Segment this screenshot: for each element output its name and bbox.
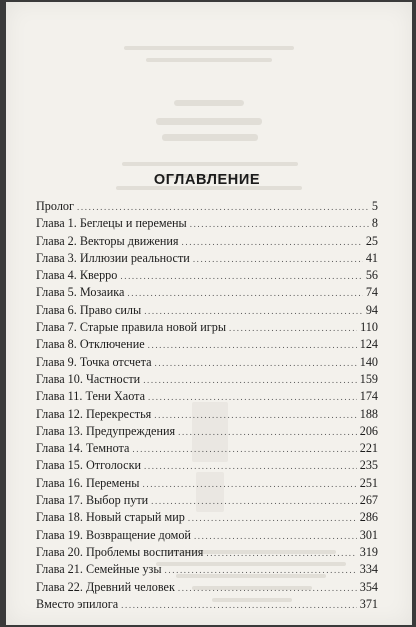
toc-leader-dots — [77, 202, 369, 212]
toc-leader-dots — [178, 583, 357, 593]
toc-leader-dots — [194, 531, 357, 541]
toc-entry-label: Глава 22. Древний человек — [36, 579, 175, 594]
toc-entry-page: 206 — [359, 423, 378, 438]
toc-entry-label: Глава 2. Векторы движения — [36, 233, 179, 248]
toc-leader-dots — [121, 600, 357, 610]
toc-entry-page: 188 — [359, 406, 378, 421]
toc-entry-page: 235 — [359, 458, 378, 473]
toc-leader-dots — [193, 254, 363, 264]
toc-title: ОГЛАВЛЕНИЕ — [153, 172, 261, 188]
toc-entry — [36, 216, 378, 233]
toc-entry-label: Глава 14. Темнота — [36, 441, 130, 456]
toc-entry-page: 286 — [359, 510, 378, 525]
toc-entry — [36, 285, 378, 302]
toc-entry — [36, 389, 378, 406]
toc-entry-page: 140 — [359, 354, 378, 369]
table-of-contents — [36, 170, 378, 614]
toc-entry — [36, 562, 378, 579]
toc-entry — [36, 199, 378, 216]
toc-entry-page: 174 — [359, 389, 378, 404]
toc-entry — [36, 320, 378, 337]
toc-entry-label: Глава 3. Иллюзии реальности — [36, 250, 190, 265]
toc-entry — [36, 234, 378, 251]
toc-leader-dots — [144, 306, 363, 316]
toc-entry-label: Глава 12. Перекрестья — [36, 406, 152, 421]
toc-entry-page: 251 — [359, 475, 378, 490]
toc-entry — [36, 303, 378, 320]
toc-entry-label: Глава 13. Предупреждения — [36, 423, 176, 438]
toc-entry — [36, 355, 378, 372]
book-page — [6, 2, 412, 625]
toc-leader-dots — [144, 461, 357, 471]
toc-entry-label: Глава 7. Старые правила новой игры — [36, 320, 227, 335]
toc-entry-page: 94 — [365, 302, 378, 317]
toc-entry-page: 354 — [359, 579, 378, 594]
toc-leader-dots — [165, 565, 357, 575]
toc-entry-page: 124 — [359, 337, 378, 352]
toc-entry-label: Глава 5. Мозаика — [36, 285, 125, 300]
toc-entry-page: 56 — [365, 268, 378, 283]
toc-entry — [36, 476, 378, 493]
toc-entry — [36, 268, 378, 285]
toc-entry-label: Глава 9. Точка отсчета — [36, 354, 152, 369]
toc-entry — [36, 441, 378, 458]
toc-entry-page: 74 — [365, 285, 378, 300]
toc-entry-label: Глава 20. Проблемы воспитания — [36, 544, 204, 559]
toc-entry-page: 221 — [359, 441, 378, 456]
toc-entry-page: 5 — [371, 199, 378, 213]
toc-entry-label: Глава 8. Отключение — [36, 337, 145, 352]
toc-entry-label: Глава 6. Право силы — [36, 302, 142, 317]
toc-entry-label: Пролог — [36, 199, 75, 213]
toc-entry-label: Глава 17. Выбор пути — [36, 493, 149, 508]
toc-entry-label: Глава 21. Семейные узы — [36, 562, 162, 577]
toc-entry-label: Глава 4. Кверро — [36, 268, 118, 283]
toc-leader-dots — [143, 479, 357, 489]
toc-entry-label: Глава 1. Беглецы и перемены — [36, 216, 187, 231]
toc-leader-dots — [229, 323, 357, 333]
toc-leader-dots — [154, 410, 356, 420]
toc-entry — [36, 528, 378, 545]
toc-entry-page: 371 — [359, 596, 378, 611]
toc-leader-dots — [132, 444, 356, 454]
toc-leader-dots — [127, 288, 362, 298]
toc-entry — [36, 597, 378, 614]
toc-leader-dots — [206, 548, 356, 558]
toc-entry-page: 319 — [359, 544, 378, 559]
toc-entry-label: Глава 18. Новый старый мир — [36, 510, 185, 525]
toc-entry-page: 25 — [365, 233, 378, 248]
toc-entry-page: 159 — [359, 371, 378, 386]
toc-leader-dots — [120, 271, 362, 281]
toc-entry-page: 267 — [359, 493, 378, 508]
toc-leader-dots — [148, 340, 357, 350]
toc-entry-label: Глава 10. Частности — [36, 371, 141, 386]
toc-entry — [36, 424, 378, 441]
toc-entry-label: Глава 15. Отголоски — [36, 458, 142, 473]
toc-entry — [36, 407, 378, 424]
toc-entry-label: Глава 11. Тени Хаота — [36, 389, 146, 404]
toc-leader-dots — [178, 427, 357, 437]
toc-leader-dots — [182, 237, 363, 247]
toc-entry-page: 301 — [359, 527, 378, 542]
toc-leader-dots — [188, 513, 357, 523]
toc-leader-dots — [143, 375, 357, 385]
toc-entry — [36, 580, 378, 597]
toc-entry — [36, 545, 378, 562]
toc-list — [36, 199, 378, 614]
toc-entry — [36, 251, 378, 268]
toc-entry-page: 110 — [360, 320, 378, 335]
toc-entry-page: 334 — [359, 562, 378, 577]
toc-entry-label: Вместо эпилога — [36, 596, 119, 611]
toc-leader-dots — [148, 392, 357, 402]
toc-entry-label: Глава 16. Перемены — [36, 475, 140, 490]
toc-entry-label: Глава 19. Возвращение домой — [36, 527, 191, 542]
toc-entry — [36, 458, 378, 475]
toc-leader-dots — [190, 219, 369, 229]
toc-entry-page: 41 — [365, 250, 378, 265]
toc-entry — [36, 493, 378, 510]
toc-entry — [36, 372, 378, 389]
toc-leader-dots — [154, 358, 356, 368]
toc-leader-dots — [151, 496, 357, 506]
toc-entry-page: 8 — [371, 216, 378, 231]
toc-entry — [36, 510, 378, 527]
toc-entry — [36, 337, 378, 354]
